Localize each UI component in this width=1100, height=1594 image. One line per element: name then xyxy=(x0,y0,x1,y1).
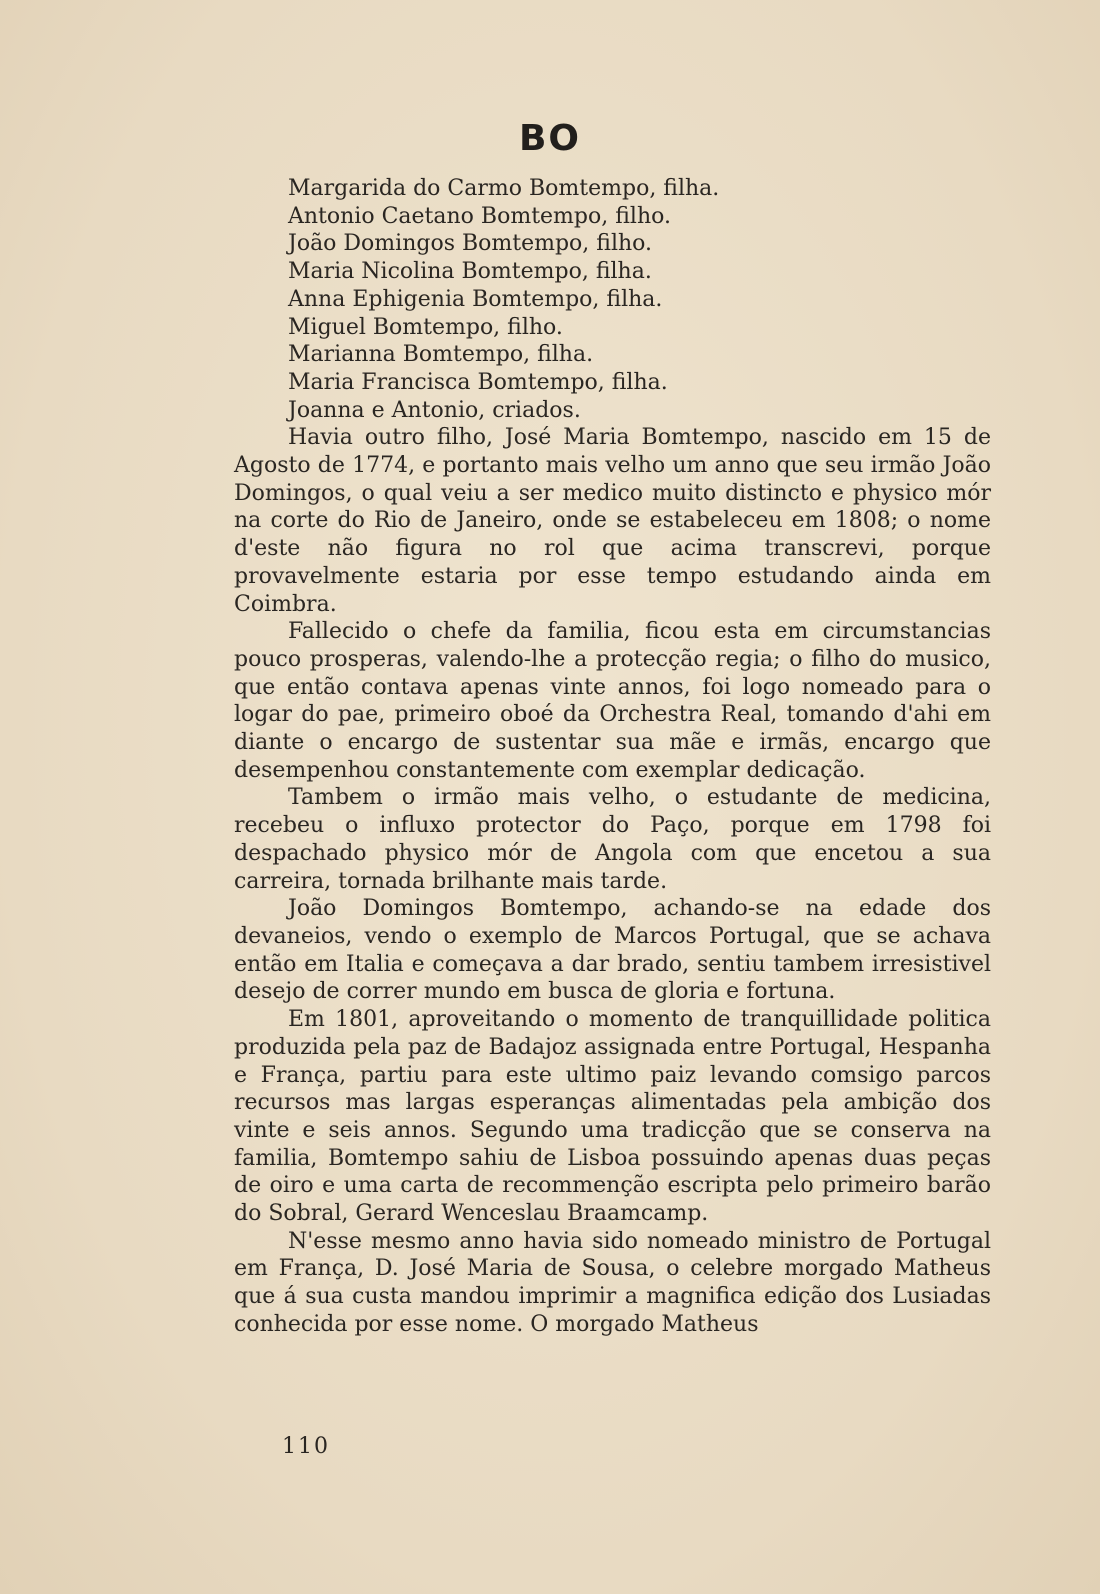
list-item: João Domingos Bomtempo, filho. xyxy=(288,231,653,257)
paragraph: Fallecido o chefe da familia, ficou esta em circumstancias pouco prosperas, valendo-lhe a protecção regia; o filho do musico, que então contava apenas vinte annos, foi logo nomeado para o logar do pae, primeiro oboé da Orchestra Real, tomando d'ahi em diante o encargo de sustentar sua mãe e irmãs, encargo que desempenhou constantemente com exemplar dedicação. xyxy=(234,619,991,783)
paragraph: Em 1801, aproveitando o momento de tranquillidade politica produzida pela paz de Badajoz assignada entre Portugal, Hespanha e França, partiu para este ultimo paiz levando comsigo parcos recursos mas largas esperanças alimentadas pela ambição dos vinte e seis annos. Segundo uma tradicção que se conserva na familia, Bomtempo sahiu de Lisboa possuindo apenas duas peças de oiro e uma carta de recommenção escripta pelo primeiro barão do Sobral, Gerard Wenceslau Braamcamp. xyxy=(234,1007,991,1227)
list-item: Maria Nicolina Bomtempo, filha. xyxy=(288,259,652,285)
running-head: BO xyxy=(518,118,582,159)
paragraph: N'esse mesmo anno havia sido nomeado ministro de Portugal em França, D. José Maria de Sousa, o celebre morgado Matheus que á sua custa mandou imprimir a magnifica edição dos Lusiadas conhecida por esse nome. O morgado Matheus xyxy=(234,1228,991,1337)
body-text xyxy=(234,175,991,1339)
page-number: 110 xyxy=(282,1434,330,1459)
list-item: Anna Ephigenia Bomtempo, filha. xyxy=(288,286,663,312)
household-list xyxy=(234,175,991,424)
list-item: Maria Francisca Bomtempo, filha. xyxy=(288,369,668,395)
paragraph: Havia outro filho, José Maria Bomtempo, nascido em 15 de Agosto de 1774, e portanto mais velho um anno que seu irmão João Domingos, o qual veiu a ser medico muito distincto e physico mór na corte do Rio de Janeiro, onde se estabeleceu em 1808; o nome d'este não figura no rol que acima transcrevi, porque provavelmente estaria por esse tempo estudando ainda em Coimbra. xyxy=(234,425,991,617)
list-item: Joanna e Antonio, criados. xyxy=(288,397,581,423)
paragraph: Tambem o irmão mais velho, o estudante de medicina, recebeu o influxo protector do Paço, porque em 1798 foi despachado physico mór de Angola com que encetou a sua carreira, tornada brilhante mais tarde. xyxy=(234,785,991,894)
list-item: Margarida do Carmo Bomtempo, filha. xyxy=(288,176,720,201)
list-item: Miguel Bomtempo, filho. xyxy=(288,314,563,340)
list-item: Antonio Caetano Bomtempo, filho. xyxy=(288,203,671,229)
paragraph: João Domingos Bomtempo, achando-se na edade dos devaneios, vendo o exemplo de Marcos Portugal, que se achava então em Italia e começava a dar brado, sentiu tambem irresistivel desejo de correr mundo em busca de gloria e fortuna. xyxy=(234,896,991,1005)
list-item: Marianna Bomtempo, filha. xyxy=(288,342,594,368)
